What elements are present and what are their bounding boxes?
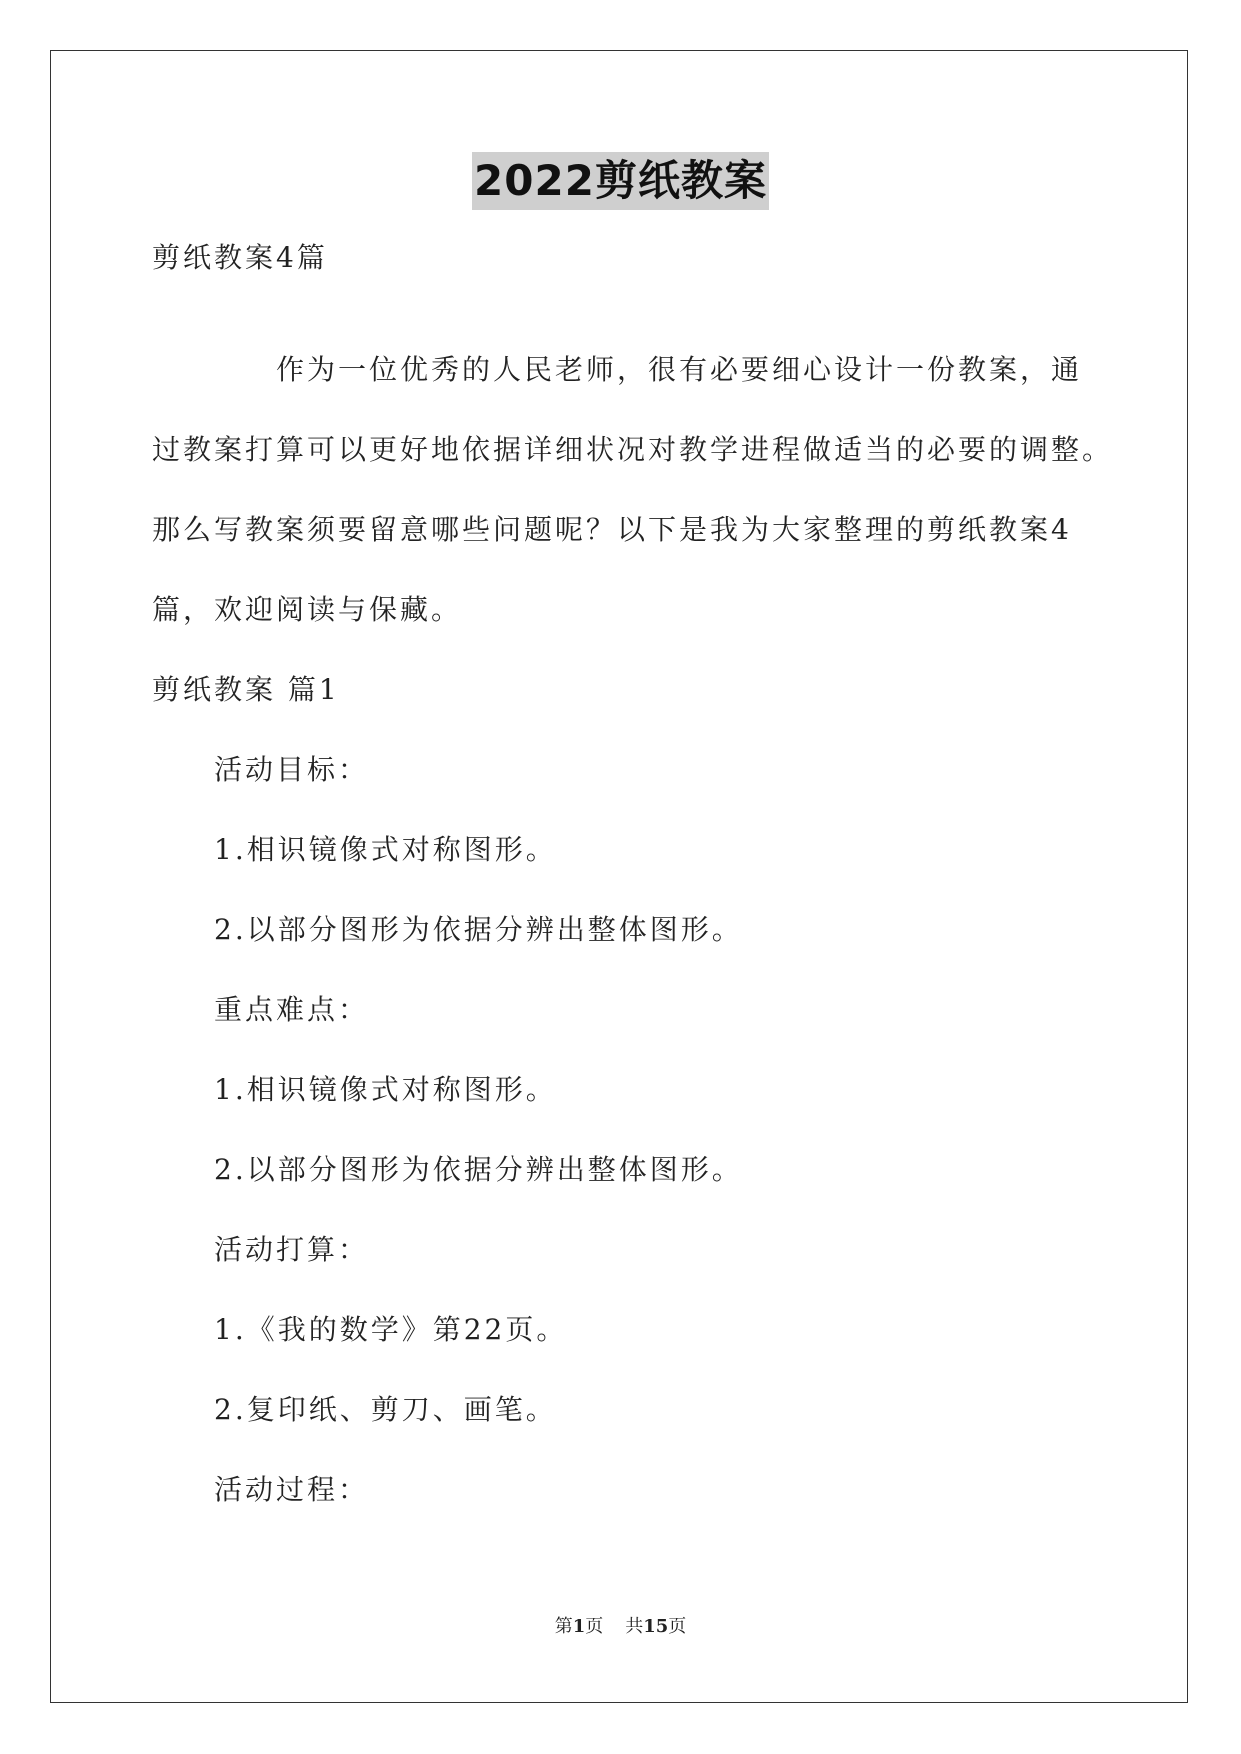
document-title: 2022剪纸教案 [472, 152, 769, 210]
body-line: 活动目标： [214, 753, 370, 786]
footer-total-prefix: 共 [625, 1616, 644, 1637]
document-subtitle: 剪纸教案4篇 [152, 241, 328, 274]
page-footer [0, 1612, 1241, 1638]
intro-line-3: 那么写教案须要留意哪些问题呢？以下是我为大家整理的剪纸教案4 [152, 513, 1072, 546]
intro-line-4: 篇，欢迎阅读与保藏。 [152, 593, 463, 626]
footer-total-pages: 15 [643, 1616, 669, 1637]
body-line: 1.相识镜像式对称图形。 [214, 1073, 557, 1106]
footer-total-suffix: 页 [668, 1616, 687, 1637]
body-line: 1.相识镜像式对称图形。 [214, 833, 557, 866]
body-line: 2.以部分图形为依据分辨出整体图形。 [214, 1153, 743, 1186]
footer-page-number: 1 [572, 1616, 586, 1637]
body-line: 2.复印纸、剪刀、画笔。 [214, 1393, 557, 1426]
body-line: 重点难点： [214, 993, 370, 1026]
section-heading: 剪纸教案 篇1 [152, 673, 340, 706]
intro-line-2: 过教案打算可以更好地依据详细状况对教学进程做适当的必要的调整。 [152, 433, 1114, 466]
page-border [50, 50, 1188, 1703]
body-line: 2.以部分图形为依据分辨出整体图形。 [214, 913, 743, 946]
body-line: 活动打算： [214, 1233, 370, 1266]
body-line: 活动过程： [214, 1473, 370, 1506]
footer-page-suffix: 页 [585, 1616, 604, 1637]
body-line: 1.《我的数学》第22页。 [214, 1313, 568, 1346]
intro-line-1: 作为一位优秀的人民老师，很有必要细心设计一份教案，通 [276, 353, 1083, 386]
title-container [0, 152, 1241, 210]
footer-page-prefix: 第 [554, 1616, 573, 1637]
